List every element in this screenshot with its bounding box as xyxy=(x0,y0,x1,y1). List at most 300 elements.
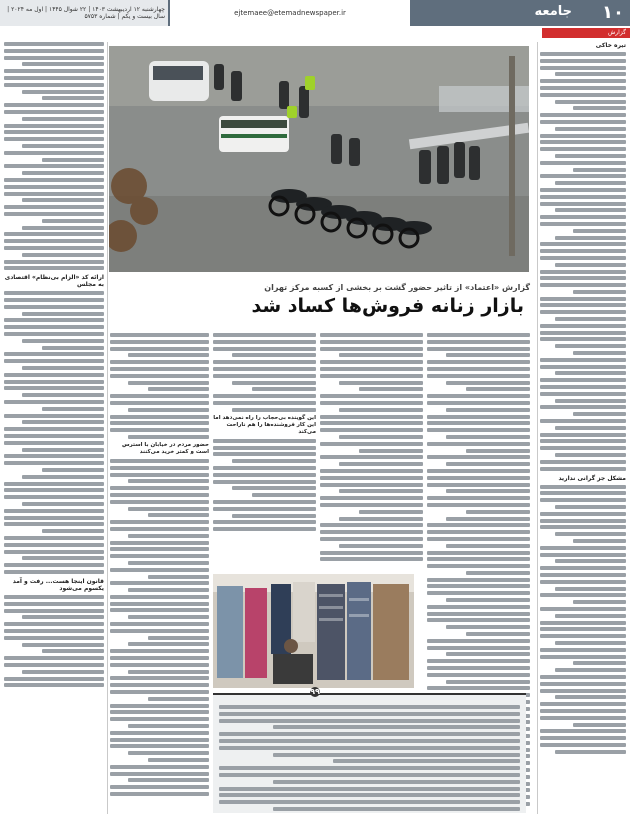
text-line xyxy=(540,519,626,523)
text-line xyxy=(427,564,530,568)
text-line xyxy=(110,649,209,653)
text-line xyxy=(540,709,626,713)
text-line xyxy=(110,792,209,796)
text-line xyxy=(128,670,209,674)
article-kicker: گزارش «اعتماد» از تاثیر حضور گشت بر بخشی از کسبه مرکز تهران xyxy=(264,283,530,292)
text-line xyxy=(4,482,104,486)
text-line xyxy=(427,347,530,351)
text-line xyxy=(4,185,104,189)
text-line xyxy=(339,544,423,548)
text-line xyxy=(540,385,626,389)
text-line xyxy=(148,758,209,762)
text-line xyxy=(320,374,423,378)
text-line xyxy=(110,581,209,585)
text-line xyxy=(110,527,209,531)
sidebar-title-top: تیره خاکی xyxy=(595,42,626,49)
text-line xyxy=(320,360,423,364)
text-line xyxy=(555,100,626,104)
text-line xyxy=(22,448,104,452)
text-line xyxy=(573,106,626,110)
text-line xyxy=(110,744,209,748)
text-line xyxy=(540,337,626,341)
text-line xyxy=(22,556,104,560)
text-line xyxy=(320,340,423,344)
report-label: گزارش xyxy=(542,28,630,38)
text-line xyxy=(128,724,209,728)
text-line xyxy=(540,365,626,369)
text-line xyxy=(427,537,530,541)
text-line xyxy=(540,249,626,253)
article-headline: بازار زنانه فروش‌ها کساد شد xyxy=(251,295,524,317)
text-line xyxy=(219,732,520,736)
text-line xyxy=(110,493,209,497)
text-line xyxy=(339,353,423,357)
text-line xyxy=(427,476,530,480)
text-line xyxy=(4,298,104,302)
text-line xyxy=(4,318,104,322)
text-line xyxy=(540,498,626,502)
text-line xyxy=(128,381,209,385)
text-line xyxy=(540,222,626,226)
text-line xyxy=(252,493,316,497)
text-line xyxy=(320,333,423,337)
text-line xyxy=(110,731,209,735)
text-line xyxy=(540,161,626,165)
text-line xyxy=(540,743,626,747)
text-line xyxy=(573,600,626,604)
text-line xyxy=(219,712,520,716)
text-line xyxy=(555,263,626,267)
text-line xyxy=(427,639,530,643)
text-line xyxy=(540,202,626,206)
page-header xyxy=(0,0,630,26)
text-line xyxy=(22,62,104,66)
text-line xyxy=(232,408,316,412)
text-line xyxy=(573,351,626,355)
clothing-shop-image xyxy=(213,574,414,688)
text-line xyxy=(540,276,626,280)
text-line xyxy=(339,517,423,521)
text-line xyxy=(466,387,530,391)
text-line xyxy=(110,690,209,694)
text-line xyxy=(4,622,104,626)
text-line xyxy=(42,158,104,162)
text-line xyxy=(540,310,626,314)
text-line xyxy=(110,772,209,776)
text-line xyxy=(148,513,209,517)
article-subhead-1: حضور مردم در خیابان با استرس است و کمتر خرید می‌کنند xyxy=(121,441,209,455)
text-line xyxy=(22,198,104,202)
sidebar-title-bottom: مشکل جز گرانی ندارید xyxy=(558,474,626,482)
text-line xyxy=(4,509,104,513)
text-line xyxy=(22,312,104,316)
text-line xyxy=(320,428,423,432)
text-line xyxy=(320,503,423,507)
text-line xyxy=(540,446,626,450)
text-line xyxy=(110,541,209,545)
text-line xyxy=(4,137,104,141)
text-line xyxy=(4,239,104,243)
text-line xyxy=(573,229,626,233)
text-line xyxy=(213,367,316,371)
text-line xyxy=(4,232,104,236)
text-line xyxy=(540,134,626,138)
text-line xyxy=(4,656,104,660)
text-line xyxy=(213,439,316,443)
text-line xyxy=(110,374,209,378)
text-line xyxy=(540,525,626,529)
text-line xyxy=(446,353,530,357)
text-line xyxy=(128,778,209,782)
text-line xyxy=(42,468,104,472)
text-line xyxy=(213,340,316,344)
text-line xyxy=(540,627,626,631)
text-line xyxy=(42,96,104,100)
text-line xyxy=(320,523,423,527)
text-line xyxy=(427,503,530,507)
text-line xyxy=(148,636,209,640)
text-line xyxy=(427,340,530,344)
text-line xyxy=(4,570,104,574)
text-line xyxy=(427,686,530,690)
text-line xyxy=(446,652,530,656)
text-line xyxy=(427,591,530,595)
text-line xyxy=(427,618,530,622)
text-line xyxy=(219,739,520,743)
text-line xyxy=(320,421,423,425)
text-line xyxy=(320,442,423,446)
text-line xyxy=(427,415,530,419)
text-line xyxy=(22,420,104,424)
text-line xyxy=(4,543,104,547)
text-line xyxy=(4,441,104,445)
text-line xyxy=(4,103,104,107)
right-column xyxy=(540,42,626,812)
text-line xyxy=(540,593,626,597)
text-line xyxy=(540,702,626,706)
text-line xyxy=(446,381,530,385)
text-line xyxy=(540,174,626,178)
text-line xyxy=(4,49,104,53)
text-line xyxy=(4,151,104,155)
text-line xyxy=(427,374,530,378)
text-line xyxy=(110,629,209,633)
text-line xyxy=(466,571,530,575)
text-line xyxy=(4,164,104,168)
text-line xyxy=(110,486,209,490)
text-line xyxy=(4,488,104,492)
text-line xyxy=(320,557,423,561)
text-line xyxy=(219,746,520,750)
text-line xyxy=(446,680,530,684)
text-line xyxy=(339,408,423,412)
text-line xyxy=(22,144,104,148)
text-line xyxy=(4,325,104,329)
text-line xyxy=(213,374,316,378)
text-line xyxy=(427,333,530,337)
text-line xyxy=(148,387,209,391)
text-line xyxy=(4,522,104,526)
text-line xyxy=(22,90,104,94)
text-line xyxy=(555,750,626,754)
text-line xyxy=(540,467,626,471)
text-line xyxy=(4,636,104,640)
text-line xyxy=(219,773,520,777)
quote-box xyxy=(213,693,526,813)
text-line xyxy=(128,751,209,755)
text-line xyxy=(213,401,316,405)
text-line xyxy=(573,168,626,172)
text-line xyxy=(540,648,626,652)
text-line xyxy=(540,79,626,83)
text-line xyxy=(320,394,423,398)
page-number: ۱۰ xyxy=(602,2,624,23)
text-line xyxy=(555,72,626,76)
text-line xyxy=(540,270,626,274)
text-line xyxy=(446,408,530,412)
text-line xyxy=(4,461,104,465)
column-divider xyxy=(537,42,538,814)
text-line xyxy=(110,683,209,687)
text-line xyxy=(333,759,520,763)
text-line xyxy=(540,634,626,638)
text-line xyxy=(4,516,104,520)
text-line xyxy=(446,517,530,521)
text-line xyxy=(4,386,104,390)
section-email[interactable]: ejtemaee@etemadnewspaper.ir xyxy=(170,0,410,26)
text-line xyxy=(427,483,530,487)
text-line xyxy=(128,642,209,646)
text-line xyxy=(232,353,316,357)
text-line xyxy=(148,697,209,701)
text-line xyxy=(110,500,209,504)
text-line xyxy=(4,69,104,73)
text-line xyxy=(555,426,626,430)
text-line xyxy=(540,93,626,97)
text-line xyxy=(110,421,209,425)
text-line xyxy=(42,529,104,533)
text-line xyxy=(232,459,316,463)
text-line xyxy=(540,358,626,362)
text-line xyxy=(110,367,209,371)
text-line xyxy=(128,408,209,412)
text-line xyxy=(4,495,104,499)
text-line xyxy=(4,124,104,128)
text-line xyxy=(427,428,530,432)
text-line xyxy=(110,608,209,612)
text-line xyxy=(555,587,626,591)
text-line xyxy=(540,113,626,117)
text-line xyxy=(22,339,104,343)
text-line xyxy=(213,394,316,398)
text-line xyxy=(540,331,626,335)
text-line xyxy=(4,550,104,554)
text-line xyxy=(110,676,209,680)
text-line xyxy=(555,154,626,158)
text-line xyxy=(339,489,423,493)
text-line xyxy=(22,366,104,370)
left-title-mid: ارائه کد «الزام بی‌نظام» اقتصادی به مجلس xyxy=(4,274,104,289)
text-line xyxy=(219,719,520,723)
text-line xyxy=(4,563,104,567)
text-line xyxy=(4,178,104,182)
text-line xyxy=(320,476,423,480)
text-line xyxy=(4,291,104,295)
text-line xyxy=(213,500,316,504)
text-line xyxy=(4,110,104,114)
text-line xyxy=(427,673,530,677)
text-line xyxy=(466,449,530,453)
text-line xyxy=(339,435,423,439)
text-line xyxy=(110,340,209,344)
text-line xyxy=(466,510,530,514)
text-line xyxy=(232,486,316,490)
text-line xyxy=(427,530,530,534)
text-line xyxy=(573,412,626,416)
text-line xyxy=(128,561,209,565)
text-line xyxy=(110,547,209,551)
text-line xyxy=(22,502,104,506)
text-line xyxy=(555,208,626,212)
text-line xyxy=(446,544,530,548)
left-title-bottom: قانون اینجا هست... رفت و آمد یکسوم می‌شود xyxy=(12,577,104,592)
text-line xyxy=(42,407,104,411)
clothing-shop-photo xyxy=(213,574,414,688)
text-line xyxy=(213,452,316,456)
text-line xyxy=(4,609,104,613)
text-line xyxy=(339,381,423,385)
text-line xyxy=(540,491,626,495)
text-line xyxy=(128,588,209,592)
text-line xyxy=(252,387,316,391)
text-line xyxy=(213,347,316,351)
text-line xyxy=(540,256,626,260)
text-line xyxy=(4,359,104,363)
text-line xyxy=(540,297,626,301)
text-line xyxy=(128,534,209,538)
text-line xyxy=(4,400,104,404)
text-line xyxy=(540,405,626,409)
left-column xyxy=(4,42,104,814)
text-line xyxy=(555,371,626,375)
text-line xyxy=(128,435,209,439)
text-line xyxy=(540,460,626,464)
text-line xyxy=(555,127,626,131)
text-line xyxy=(446,625,530,629)
text-line xyxy=(273,753,520,757)
text-line xyxy=(427,394,530,398)
text-line xyxy=(540,729,626,733)
text-line xyxy=(4,246,104,250)
text-line xyxy=(427,605,530,609)
text-line xyxy=(273,725,520,729)
text-line xyxy=(540,621,626,625)
text-line xyxy=(540,485,626,489)
text-line xyxy=(4,260,104,264)
text-line xyxy=(555,399,626,403)
text-line xyxy=(540,439,626,443)
text-line xyxy=(213,360,316,364)
text-line xyxy=(573,539,626,543)
text-line xyxy=(110,656,209,660)
text-line xyxy=(110,595,209,599)
text-line xyxy=(555,344,626,348)
text-line xyxy=(555,668,626,672)
text-line xyxy=(540,378,626,382)
article-column-3 xyxy=(213,333,316,571)
text-line xyxy=(232,381,316,385)
text-line xyxy=(4,332,104,336)
text-line xyxy=(540,215,626,219)
text-line xyxy=(540,433,626,437)
text-line xyxy=(4,83,104,87)
text-line xyxy=(22,643,104,647)
text-line xyxy=(555,317,626,321)
text-line xyxy=(540,546,626,550)
text-line xyxy=(4,76,104,80)
text-line xyxy=(446,489,530,493)
text-line xyxy=(4,205,104,209)
text-line xyxy=(446,462,530,466)
dateline: چهارشنبه ۱۲ اردیبهشت ۱۴۰۳ | ۲۲ شوال ۱۴۴۵ | اول مه ۲۰۲۴ | سال بیست و یکم | شماره ۵۷۵۳ xyxy=(0,0,168,26)
text-line xyxy=(110,520,209,524)
text-line xyxy=(540,607,626,611)
police-patrol-photo xyxy=(109,46,529,272)
text-line xyxy=(320,530,423,534)
text-line xyxy=(213,527,316,531)
text-line xyxy=(213,446,316,450)
text-line xyxy=(466,632,530,636)
text-line xyxy=(219,705,520,709)
quote-mark-icon: ۹۹ xyxy=(310,687,320,696)
text-line xyxy=(4,602,104,606)
text-line xyxy=(573,290,626,294)
text-line xyxy=(273,807,520,811)
text-line xyxy=(427,584,530,588)
text-line xyxy=(110,602,209,606)
text-line xyxy=(540,66,626,70)
text-line xyxy=(359,387,423,391)
text-line xyxy=(110,704,209,708)
text-line xyxy=(4,212,104,216)
text-line xyxy=(22,475,104,479)
text-line xyxy=(4,595,104,599)
text-line xyxy=(110,466,209,470)
text-line xyxy=(540,195,626,199)
text-line xyxy=(540,682,626,686)
text-line xyxy=(540,242,626,246)
text-line xyxy=(110,554,209,558)
text-line xyxy=(219,793,520,797)
text-line xyxy=(359,510,423,514)
text-line xyxy=(219,800,520,804)
section-title: جامعه xyxy=(534,4,572,19)
text-line xyxy=(110,459,209,463)
text-line xyxy=(540,188,626,192)
text-line xyxy=(427,523,530,527)
text-line xyxy=(427,360,530,364)
police-patrol-image xyxy=(109,46,529,272)
text-line xyxy=(4,629,104,633)
text-line xyxy=(4,42,104,46)
text-line xyxy=(4,536,104,540)
text-line xyxy=(4,683,104,687)
text-line xyxy=(232,514,316,518)
text-line xyxy=(540,147,626,151)
text-line xyxy=(128,479,209,483)
text-line xyxy=(110,394,209,398)
text-line xyxy=(555,453,626,457)
